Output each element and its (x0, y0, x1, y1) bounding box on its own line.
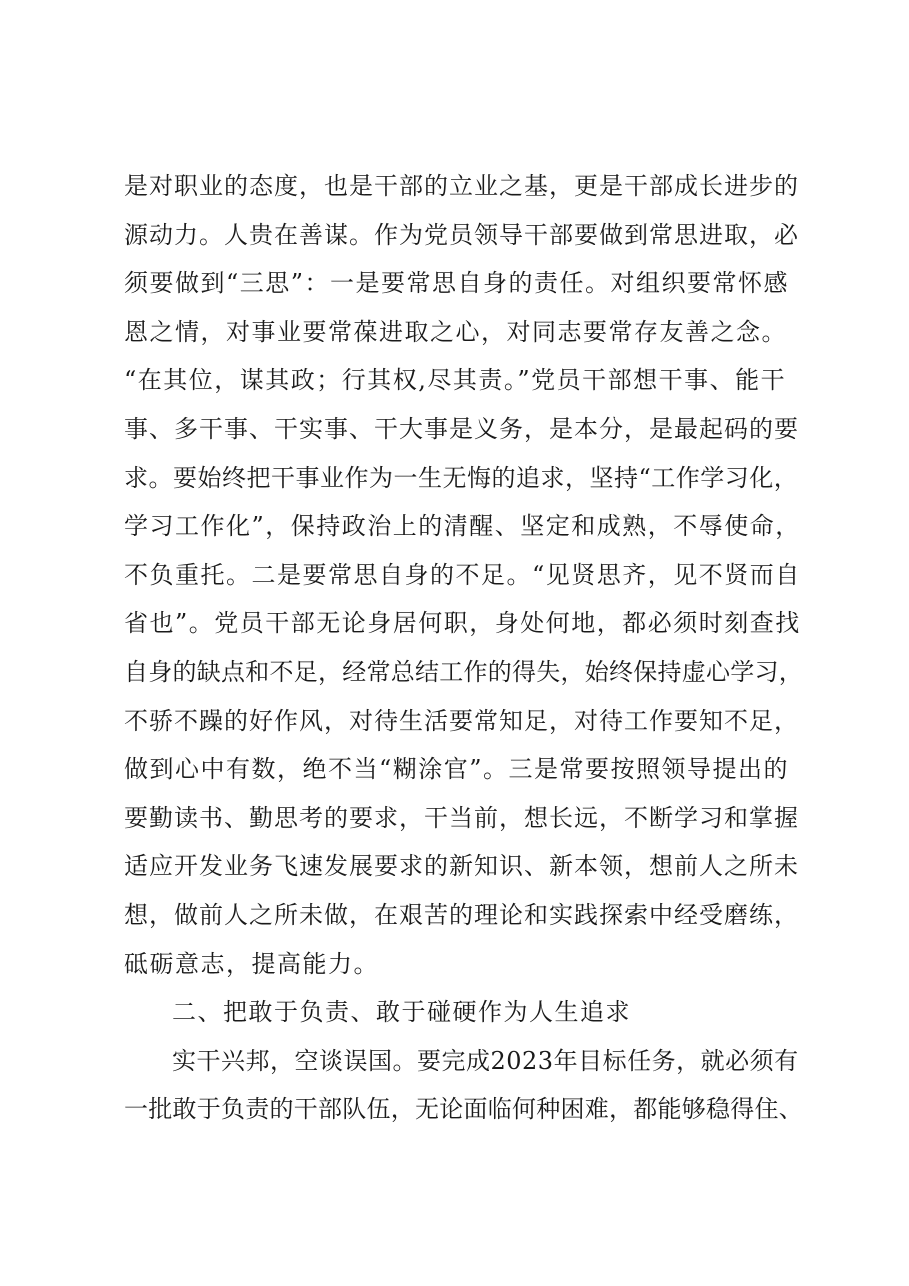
text-line: 求。要始终把干事业作为一生无悔的追求，坚持“工作学习化， (124, 463, 799, 492)
text-line: 想，做前人之所未做，在艰苦的理论和实践探索中经受磨练， (124, 900, 799, 929)
text-line: 要勤读书、勤思考的要求，干当前，想长远，不断学习和掌握 (124, 803, 799, 832)
text-line: 适应开发业务飞速发展要求的新知识、新本领，想前人之所未 (124, 852, 799, 881)
body-text (124, 162, 804, 1134)
text-line: 自身的缺点和不足，经常总结工作的得失，始终保持虚心学习， (124, 657, 803, 686)
text-line: 一批敢于负责的干部队伍，无论面临何种困难，都能够稳得住、 (124, 1095, 803, 1124)
text-line: 不负重托。二是要常思自身的不足。“见贤思齐，见不贤而自 (124, 560, 801, 589)
text-line: 学习工作化”，保持政治上的清醒、坚定和成熟，不辱使命， (124, 512, 801, 541)
text-line: 砥砺意志，提高能力。 (124, 949, 379, 978)
text-line: “在其位，谋其政；行其权,尽其责。”党员干部想干事、能干 (124, 366, 787, 395)
text-line: 须要做到“三思”：一是要常思自身的责任。对组织要常怀感 (124, 269, 790, 298)
text-line: 源动力。人贵在善谋。作为党员领导干部要做到常思进取，必 (124, 220, 799, 249)
text-line: 事、多干事、干实事、干大事是义务，是本分，是最起码的要 (124, 414, 799, 443)
text-line: 恩之情，对事业要常葆进取之心，对同志要常存友善之念。 (124, 317, 787, 346)
text-line: 做到心中有数，绝不当“糊涂官”。三是常要按照领导提出的 (124, 755, 790, 784)
text-line: 是对职业的态度，也是干部的立业之基，更是干部成长进步的 (124, 172, 799, 200)
text-line: 不骄不躁的好作风，对待生活要常知足，对待工作要知不足， (124, 706, 799, 735)
section-heading: 二、把敢于负责、敢于碰硬作为人生追求 (172, 998, 631, 1027)
paragraph-first-line: 实干兴邦，空谈误国。要完成2023年目标任务，就必须有 (172, 1046, 799, 1075)
text-line: 省也”。党员干部无论身居何职，身处何地，都必须时刻查找 (124, 609, 801, 638)
